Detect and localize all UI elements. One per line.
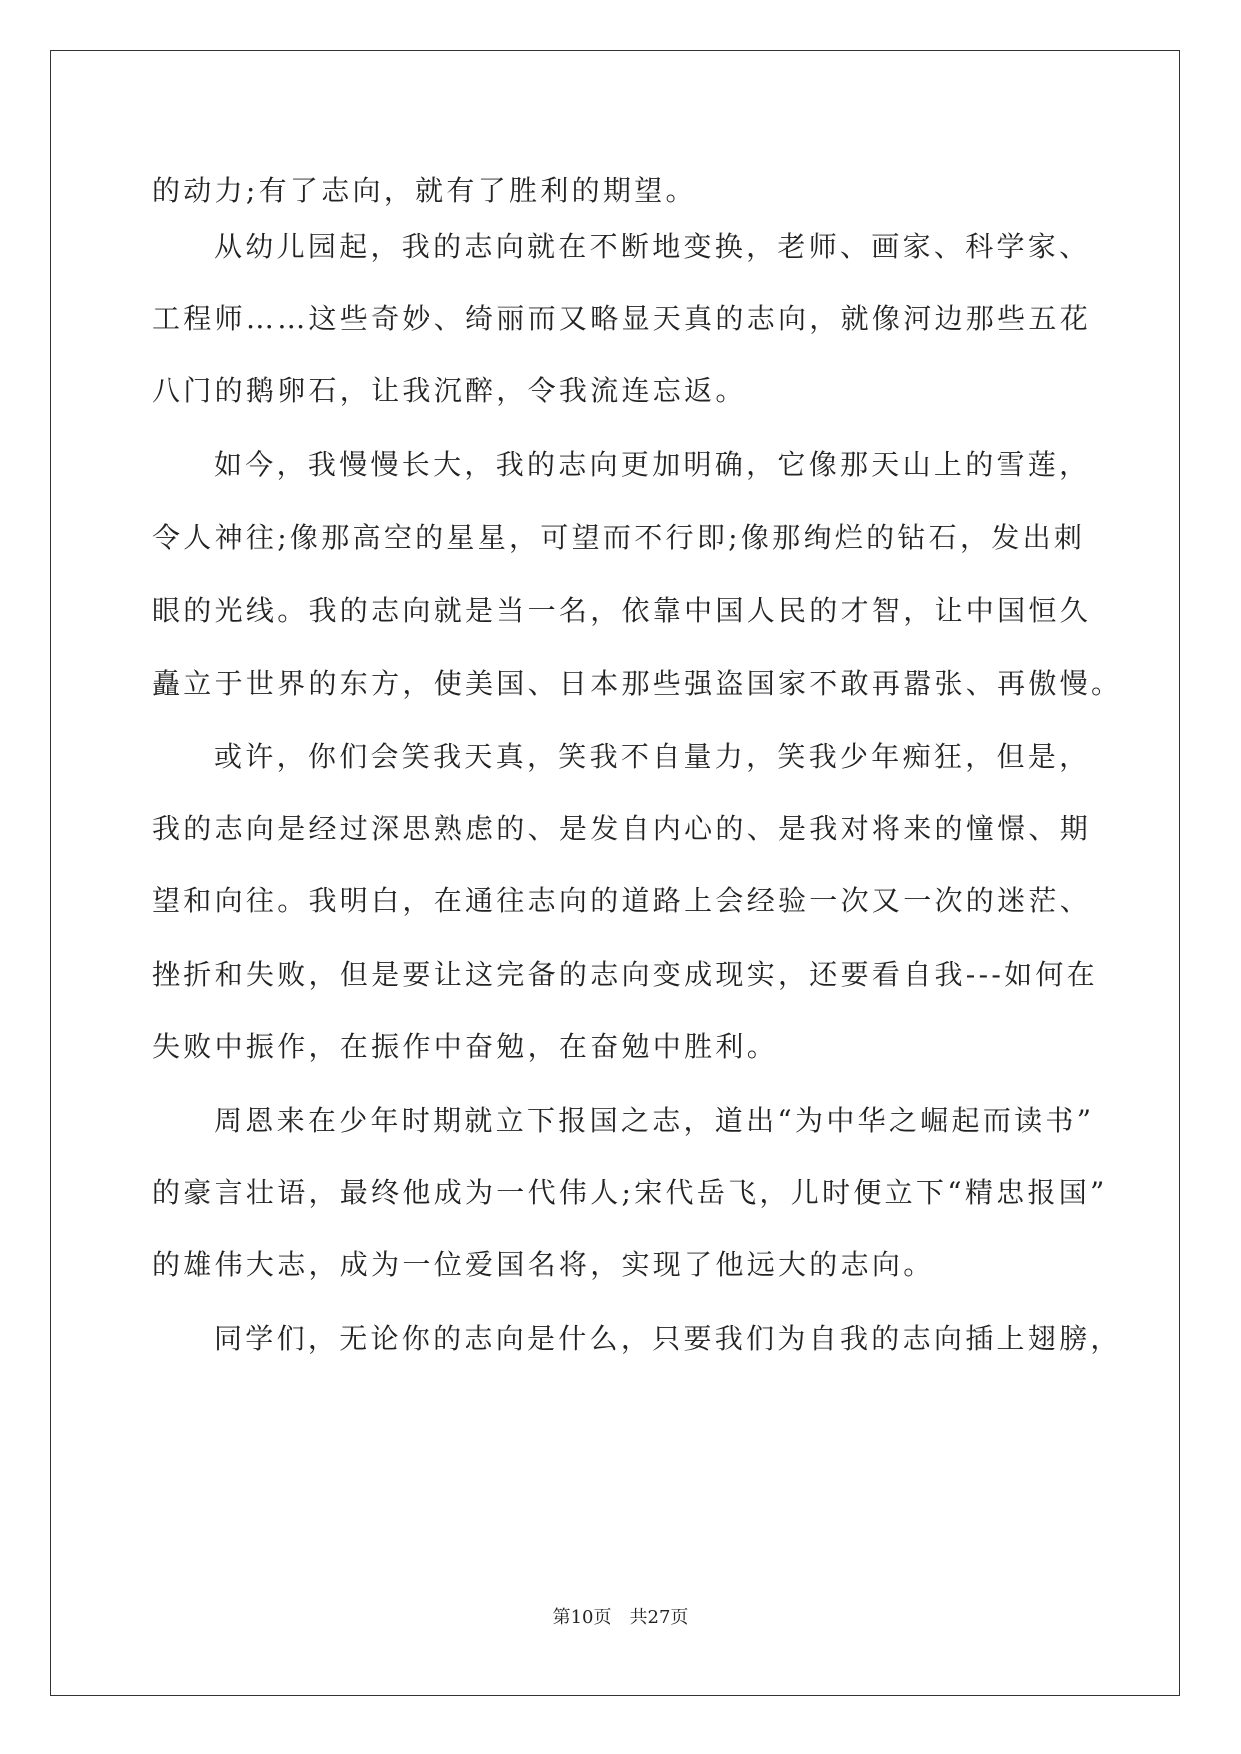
text-line: 令人神往;像那高空的星星，可望而不行即;像那绚烂的钻石，发出刺 xyxy=(152,521,1086,554)
paragraph-start-line: 或许，你们会笑我天真，笑我不自量力，笑我少年痴狂，但是， xyxy=(214,740,1091,773)
text-line: 眼的光线。我的志向就是当一名，依靠中国人民的才智，让中国恒久 xyxy=(152,594,1092,627)
page-number-footer: 第10页 共27页 xyxy=(552,1607,689,1628)
paragraph-start-line: 同学们，无论你的志向是什么，只要我们为自我的志向插上翅膀， xyxy=(214,1322,1122,1355)
text-line: 挫折和失败，但是要让这完备的志向变成现实，还要看自我---如何在 xyxy=(152,958,1098,991)
text-line: 的雄伟大志，成为一位爱国名将，实现了他远大的志向。 xyxy=(152,1248,935,1281)
text-line: 的豪言壮语，最终他成为一代伟人;宋代岳飞，儿时便立下“精忠报国” xyxy=(152,1176,1108,1209)
text-line: 我的志向是经过深思熟虑的、是发自内心的、是我对将来的憧憬、期 xyxy=(152,812,1092,845)
page-border xyxy=(50,50,1180,1696)
text-line: 的动力;有了志向，就有了胜利的期望。 xyxy=(152,174,697,207)
text-line: 八门的鹅卵石，让我沉醉，令我流连忘返。 xyxy=(152,374,747,407)
paragraph-start-line: 如今，我慢慢长大，我的志向更加明确，它像那天山上的雪莲， xyxy=(214,448,1091,481)
paragraph-start-line: 从幼儿园起，我的志向就在不断地变换，老师、画家、科学家、 xyxy=(214,230,1091,263)
text-line: 工程师……这些奇妙、绮丽而又略显天真的志向，就像河边那些五花 xyxy=(152,302,1092,335)
text-line: 失败中振作，在振作中奋勉，在奋勉中胜利。 xyxy=(152,1030,779,1063)
paragraph-start-line: 周恩来在少年时期就立下报国之志，道出“为中华之崛起而读书” xyxy=(214,1104,1095,1137)
text-line: 矗立于世界的东方，使美国、日本那些强盗国家不敢再嚣张、再傲慢。 xyxy=(152,667,1123,700)
text-line: 望和向往。我明白，在通往志向的道路上会经验一次又一次的迷茫、 xyxy=(152,884,1092,917)
